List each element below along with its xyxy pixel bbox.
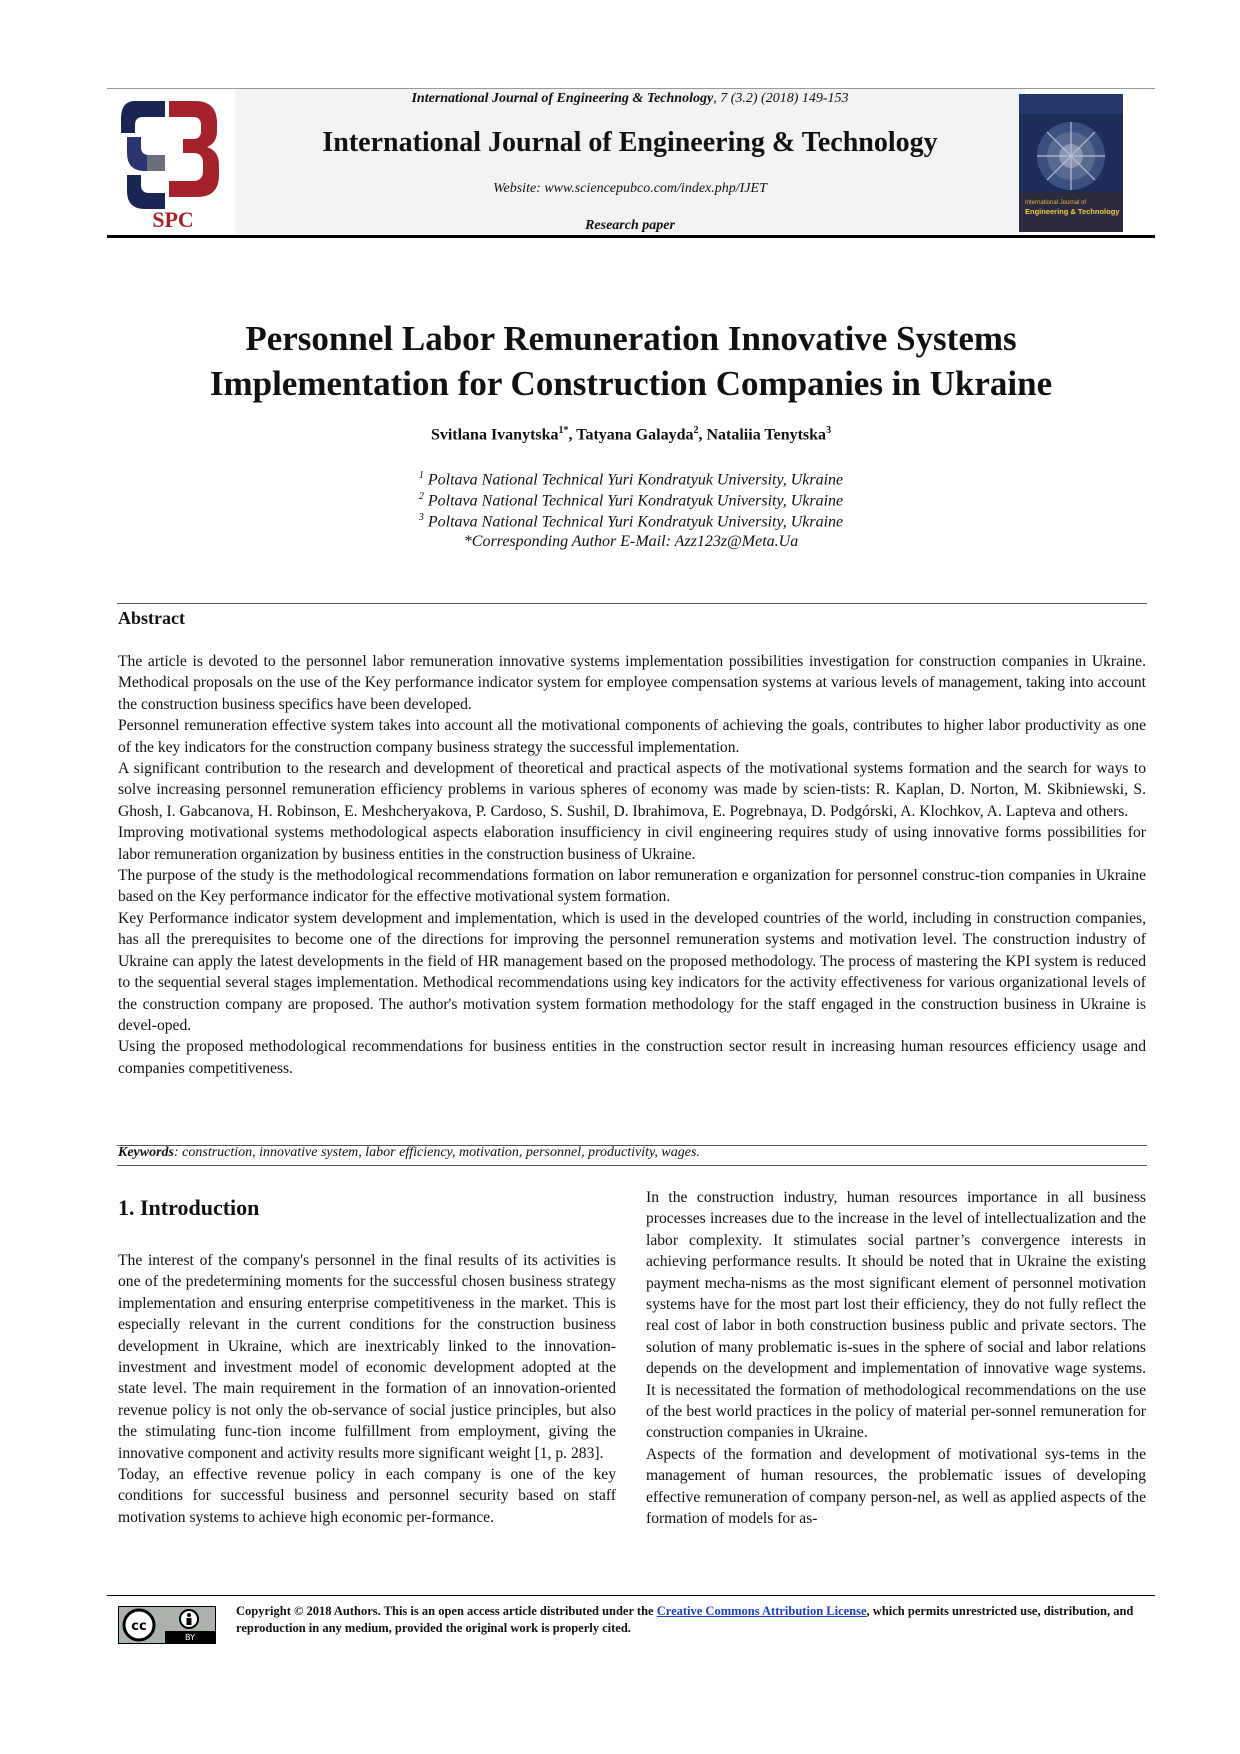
abstract-body bbox=[118, 651, 1146, 1079]
abstract-paragraph: The purpose of the study is the methodological recommendations formation on labor remuneration e organization for personnel construc-tion companies in Ukraine based on the Key performance indicator for the effective motivational system formation. bbox=[118, 867, 1146, 906]
abstract-paragraph: Using the proposed methodological recommendations for business entities in the construction sector result in increasing human resources efficiency usage and companies competitiveness. bbox=[118, 1038, 1146, 1077]
creative-commons-icon bbox=[124, 1610, 154, 1640]
keywords-bottom-rule bbox=[117, 1165, 1147, 1166]
citation-line bbox=[235, 91, 1025, 107]
spc-logo-text: SPC bbox=[152, 207, 194, 232]
cc-by-license-badge[interactable] bbox=[118, 1606, 216, 1644]
author-list bbox=[107, 425, 1155, 444]
attribution-person-icon bbox=[180, 1610, 198, 1628]
abstract-paragraph: Personnel remuneration effective system takes into account all the motivational components of achieving the goals, contributes to higher labor productivity as one of the key indicators for the construction company business strategy the successful implementation. bbox=[118, 717, 1146, 756]
author-name: Nataliia Tenytska bbox=[706, 426, 827, 444]
corresponding-author: *Corresponding Author E-Mail: Azz123z@Meta.Ua bbox=[463, 533, 799, 550]
intro-paragraph: The interest of the company's personnel in the final results of its activities is one of the predetermining moments for the successful chosen business strategy implementation and ensuring enterprise competitiveness in the market. This is especially relevant in the current conditions for the construction business development in Ukraine, which are inextricably linked to the innovation-investment and investment model of economic development adopted at the state level. The main requirement in the formation of an innovation-oriented revenue policy is not only the ob-servance of social justice principles, but also the stimulating func-tion income fulfillment from employment, giving the innovative component and activity results more significant weight [1, p. 283]. bbox=[118, 1252, 616, 1462]
affiliation-text: Poltava National Technical Yuri Kondratyuk University, Ukraine bbox=[423, 471, 844, 489]
copyright-text: Copyright © 2018 Authors. This is an open access article distributed under the bbox=[236, 1604, 657, 1618]
affiliation-text: Poltava National Technical Yuri Kondratyuk University, Ukraine bbox=[423, 513, 844, 531]
affiliation-mark: 1 bbox=[418, 470, 424, 481]
intro-paragraph: Aspects of the formation and development of motivational sys-tems in the management of human resources, the problematic issues of developing effective remuneration of company person-nel, as well as applied aspects of the formation of models for as- bbox=[646, 1445, 1146, 1528]
author-name: Tatyana Galayda bbox=[576, 426, 694, 444]
copyright-text-end: , which permits unrestricted use, distribution, and reproduction in any medium, provided the original work is properly cited. bbox=[236, 1604, 1134, 1635]
abstract-paragraph: Key Performance indicator system development and implementation, which is used in the developed countries of the world, including in construction companies, has all the prerequisites to become one of the directions for improving the personnel remuneration systems and motivation level. The construction industry of Ukraine can apply the latest developments in the field of HR management based on the proposed methodology. The process of mastering the KPI system is reduced to the sequential several stages implementation. Methodical recommendations using key indicators for the activity effectiveness for various organizational levels of the construction company are proposed. The author's motivation system formation methodology for the staff engaged in the construction business in Ukraine is devel-oped. bbox=[118, 909, 1146, 1034]
journal-header bbox=[107, 88, 1155, 238]
author-affiliation-mark: 2 bbox=[693, 425, 699, 436]
author-separator: , bbox=[568, 426, 577, 444]
spc-logo-mark bbox=[121, 101, 219, 209]
affiliation-mark: 2 bbox=[418, 491, 424, 502]
abstract-paragraph: A significant contribution to the research and development of theoretical and practical aspects of the motivational systems formation and the search for ways to solve increasing personnel remuneration efficiency problems in various spheres of economy was made by scien-tists: R. Kaplan, D. Norton, M. Skibniewski, S. Ghosh, I. Gabcanova, H. Robinson, E. Meshcheryakova, P. Cardoso, S. Sushil, D. Ibrahimova, E. Pogrebnaya, D. Podgórski, A. Klochkov, A. Lapteva and others. bbox=[118, 760, 1146, 820]
creative-commons-link[interactable]: Creative Commons Attribution License bbox=[656, 1604, 867, 1618]
author-affiliation-mark: 3 bbox=[826, 425, 832, 436]
header-bottom-rule bbox=[107, 235, 1155, 238]
keywords-text: : construction, innovative system, labor efficiency, motivation, personnel, productivity, wages. bbox=[174, 1145, 700, 1160]
paper-title bbox=[107, 316, 1155, 406]
svg-text:cc: cc bbox=[131, 1619, 147, 1634]
abstract-top-rule bbox=[117, 603, 1147, 604]
spc-logo bbox=[117, 93, 229, 233]
abstract-paragraph: Improving motivational systems methodological aspects elaboration insufficiency in civil engineering requires study of using innovative forms possibilities for labor remuneration organization by business entities in the construction business of Ukraine. bbox=[118, 824, 1146, 863]
affiliation-3 bbox=[107, 512, 1155, 531]
journal-cover-image bbox=[1019, 94, 1123, 232]
affiliation-text: Poltava National Technical Yuri Kondratyuk University, Ukraine bbox=[423, 492, 844, 510]
paper-title-line1: Personnel Labor Remuneration Innovative Systems bbox=[245, 319, 1017, 358]
abstract-paragraph: The article is devoted to the personnel labor remuneration innovative systems implementation possibilities investigation for construction companies in Ukraine. Methodical proposals on the use of the Key performance indicator system for employee compensation systems at various levels of management, taking into account the construction business specifics have been developed. bbox=[118, 653, 1146, 713]
author-separator: , bbox=[698, 426, 707, 444]
cc-by-label: BY bbox=[185, 1633, 195, 1642]
left-column bbox=[118, 1250, 616, 1528]
paper-title-line2: Implementation for Construction Companies in Ukraine bbox=[209, 364, 1053, 403]
section-heading-introduction: 1. Introduction bbox=[118, 1195, 260, 1220]
header-center-panel bbox=[235, 89, 1025, 234]
keywords-line bbox=[118, 1145, 700, 1161]
journal-website[interactable]: Website: www.sciencepubco.com/index.php/IJET bbox=[493, 181, 767, 196]
citation-journal: International Journal of Engineering & Technology bbox=[411, 91, 714, 106]
journal-name: International Journal of Engineering & Technology bbox=[322, 127, 938, 158]
affiliation-2 bbox=[107, 491, 1155, 510]
copyright-notice bbox=[236, 1603, 1146, 1637]
citation-volume: , 7 (3.2) (2018) 149-153 bbox=[713, 91, 849, 106]
paper-type: Research paper bbox=[585, 218, 675, 233]
abstract-heading: Abstract bbox=[118, 608, 185, 628]
author-affiliation-mark: 1* bbox=[558, 425, 569, 436]
affiliation-1 bbox=[107, 470, 1155, 489]
intro-paragraph: In the construction industry, human resources importance in all business processes increases due to the increase in the level of intellectualization and the labor complexity. It stimulates social partner’s convergence interests in achieving performance results. It should be noted that in Ukraine the existing payment mecha-nisms as the most significant element of personnel motivation systems have for the most part lost their efficiency, they do not fully reflect the real cost of labor in both construction business public and private sectors. The solution of many problematic is-sues in the sphere of social and labor relations depends on the development and implementation of innovative wage systems. It is necessitated the formation of methodological recommendations on the use of the best world practices in the policy of material per-sonnel remuneration for construction companies in Ukraine. bbox=[646, 1189, 1146, 1442]
footer-rule bbox=[107, 1595, 1155, 1596]
affiliation-mark: 3 bbox=[418, 512, 424, 523]
keywords-label: Keywords bbox=[118, 1145, 174, 1160]
author-name: Svitlana Ivanytska bbox=[430, 426, 559, 444]
intro-paragraph: Today, an effective revenue policy in each company is one of the key conditions for successful business and personnel security based on staff motivation systems to achieve high economic per-formance. bbox=[118, 1466, 616, 1526]
right-column bbox=[646, 1187, 1146, 1530]
cover-text-line1: International Journal of bbox=[1025, 200, 1087, 206]
cover-text-line2: Engineering & Technology bbox=[1025, 207, 1120, 216]
